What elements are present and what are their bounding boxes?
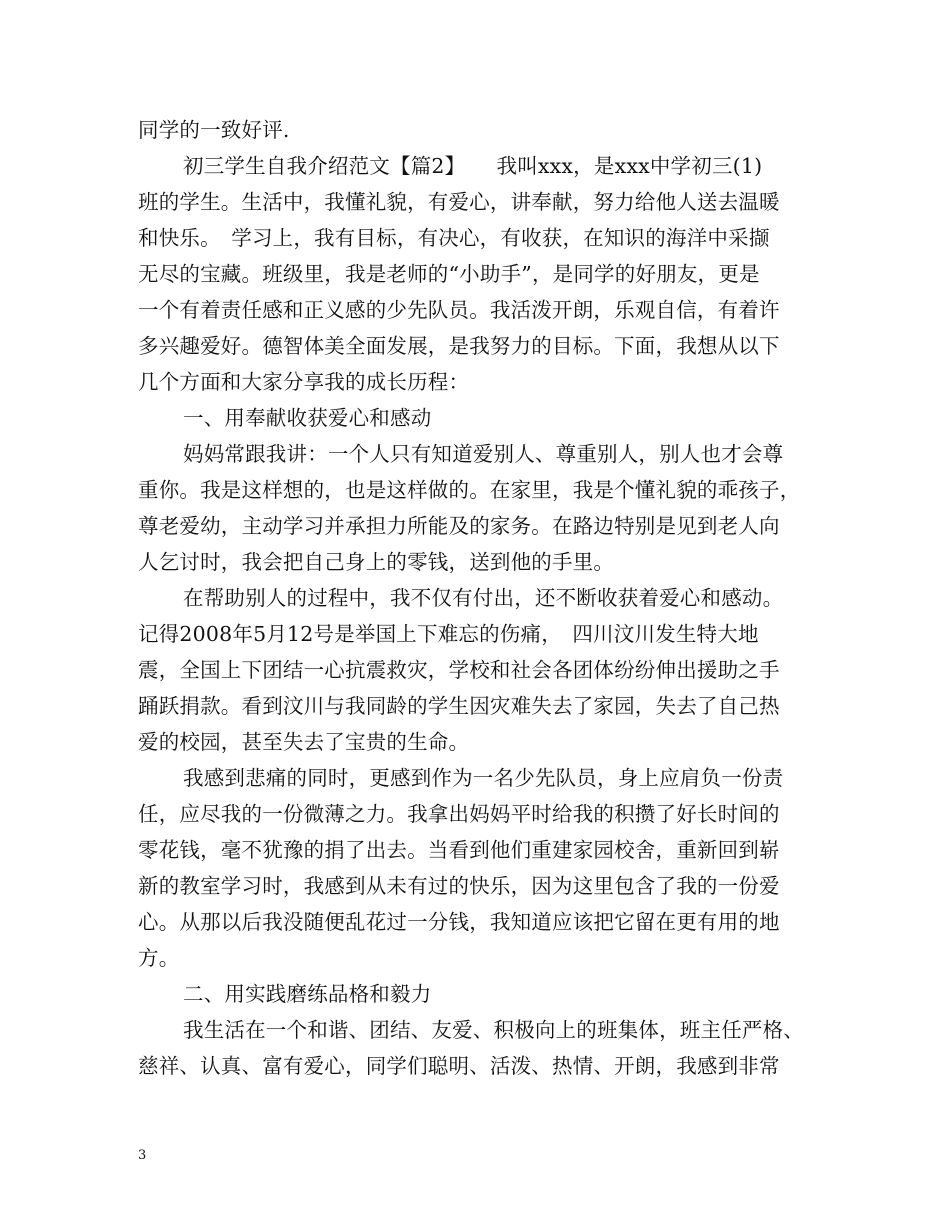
text-line: 在帮助别人的过程中，我不仅有付出，还不断收获着爱心和感动。 <box>183 586 784 610</box>
text-line: 踊跃捐款。看到汶川与我同龄的学生因灾难失去了家园，失去了自己热 <box>138 694 780 718</box>
text-line: 同学的一致好评. <box>138 118 290 142</box>
section-heading: 一、用奉献收获爱心和感动 <box>183 406 432 430</box>
text-line: 班的学生。生活中，我懂礼貌，有爱心，讲奉献，努力给他人送去温暖 <box>138 190 780 214</box>
text-line: 零花钱，毫不犹豫的捐了出去。当看到他们重建家园校舍，重新回到崭 <box>138 838 780 862</box>
text-line: 方。 <box>138 946 180 970</box>
text-line: 多兴趣爱好。德智体美全面发展，是我努力的目标。下面，我想从以下 <box>138 334 780 358</box>
text-line: 任，应尽我的一份微薄之力。我拿出妈妈平时给我的积攒了好长时间的 <box>138 802 780 826</box>
text-line: 心。从那以后我没随便乱花过一分钱，我知道应该把它留在更有用的地 <box>138 910 780 934</box>
text-line: 初三学生自我介绍范文【篇2】 我叫xxx，是xxx中学初三(1) <box>183 154 763 178</box>
text-line: 一个有着责任感和正义感的少先队员。我活泼开朗，乐观自信，有着许 <box>138 298 780 322</box>
text-line: 我生活在一个和谐、团结、友爱、积极向上的班集体，班主任严格、 <box>183 1018 804 1042</box>
text-line: 记得2008年5月12号是举国上下难忘的伤痛， 四川汶川发生特大地 <box>138 622 759 646</box>
page-number: 3 <box>138 1148 147 1163</box>
text-line: 几个方面和大家分享我的成长历程： <box>138 370 470 394</box>
text-line: 我感到悲痛的同时，更感到作为一名少先队员，身上应肩负一份责 <box>183 766 784 790</box>
text-line: 妈妈常跟我讲：一个人只有知道爱别人、尊重别人，别人也才会尊 <box>183 442 784 466</box>
text-line: 爱的校园，甚至失去了宝贵的生命。 <box>138 730 470 754</box>
text-line: 无尽的宝藏。班级里，我是老师的“小助手”，是同学的好朋友，更是 <box>138 262 760 286</box>
text-line: 尊老爱幼，主动学习并承担力所能及的家务。在路边特别是见到老人向 <box>138 514 780 538</box>
text-line: 和快乐。 学习上，我有目标，有决心，有收获，在知识的海洋中采撷 <box>138 226 770 250</box>
text-line: 新的教室学习时，我感到从未有过的快乐，因为这里包含了我的一份爱 <box>138 874 780 898</box>
section-heading: 二、用实践磨练品格和毅力 <box>183 982 432 1006</box>
text-line: 慈祥、认真、富有爱心，同学们聪明、活泼、热情、开朗，我感到非常 <box>138 1054 780 1078</box>
text-line: 人乞讨时，我会把自己身上的零钱，送到他的手里。 <box>138 550 615 574</box>
text-line: 重你。我是这样想的，也是这样做的。在家里，我是个懂礼貌的乖孩子， <box>138 478 801 502</box>
text-line: 震，全国上下团结一心抗震救灾，学校和社会各团体纷纷伸出援助之手 <box>138 658 780 682</box>
